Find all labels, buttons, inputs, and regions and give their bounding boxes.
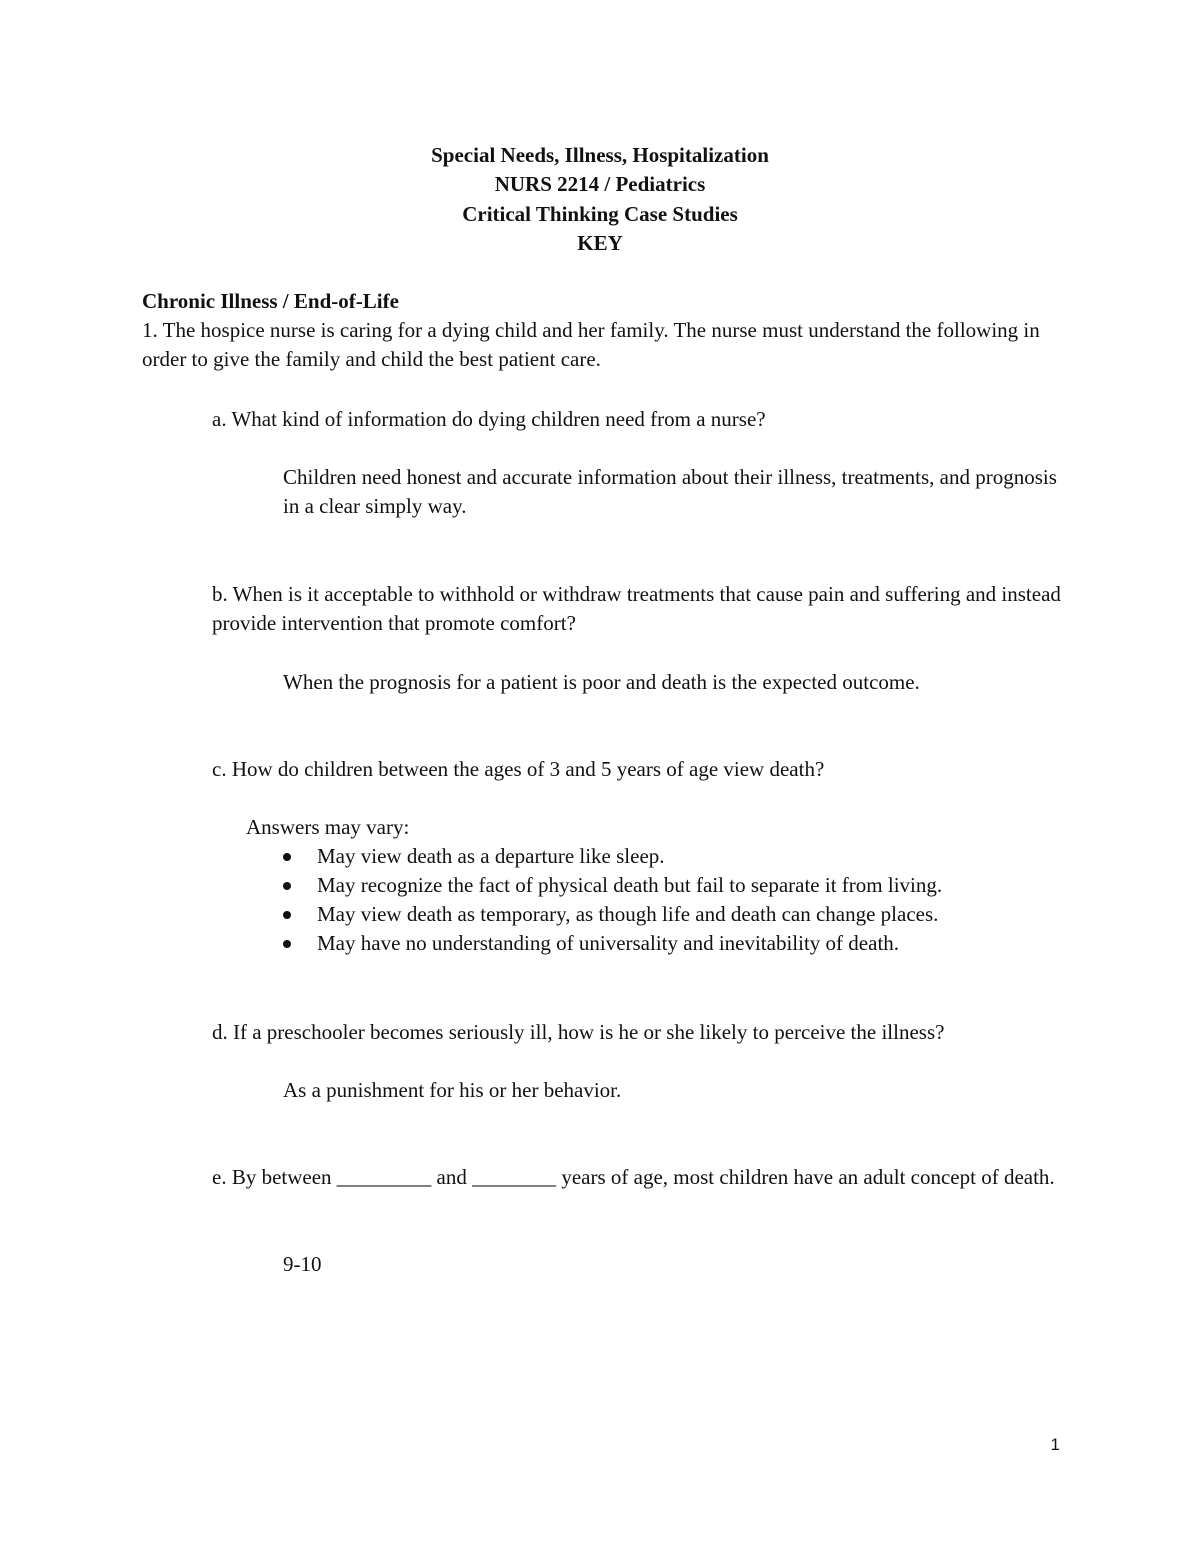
- bullet-item: [280, 871, 942, 900]
- answer-c-bullet-list: [280, 842, 942, 958]
- title-line-1: Special Needs, Illness, Hospitalization: [431, 143, 769, 167]
- question-b: b. When is it acceptable to withhold or withdraw treatments that cause pain and suffering and instead provide intervention that promote comfort?: [212, 582, 1061, 635]
- title-line-4: KEY: [577, 230, 623, 255]
- question-d: d. If a preschooler becomes seriously ill, how is he or she likely to perceive the illness?: [212, 1020, 945, 1044]
- bullet-icon: [283, 882, 291, 890]
- intro-paragraph: 1. The hospice nurse is caring for a dying child and her family. The nurse must understand the following in order to give the family and child the best patient care.: [142, 318, 1040, 371]
- answer-d: As a punishment for his or her behavior.: [283, 1078, 622, 1102]
- bullet-item: [280, 929, 942, 958]
- question-e: e. By between _________ and ________ years of age, most children have an adult concept of death.: [212, 1165, 1055, 1189]
- page-number: 1: [1050, 1435, 1060, 1454]
- bullet-icon: [283, 911, 291, 919]
- question-a: a. What kind of information do dying children need from a nurse?: [212, 407, 766, 431]
- answers-label: Answers may vary:: [246, 815, 410, 839]
- title-line-2: NURS 2214 / Pediatrics: [494, 172, 706, 197]
- question-c: c. How do children between the ages of 3 and 5 years of age view death?: [212, 757, 825, 781]
- bullet-text: May have no understanding of universality and inevitability of death.: [317, 931, 900, 955]
- answer-b: When the prognosis for a patient is poor and death is the expected outcome.: [283, 670, 920, 694]
- bullet-icon: [283, 853, 291, 861]
- bullet-item: [280, 900, 942, 929]
- title-line-3: Critical Thinking Case Studies: [462, 201, 738, 226]
- bullet-text: May view death as a departure like sleep.: [317, 844, 665, 868]
- document-title-block: [0, 141, 1200, 258]
- section-heading: Chronic Illness / End-of-Life: [142, 289, 399, 313]
- bullet-text: May view death as temporary, as though life and death can change places.: [317, 902, 939, 926]
- bullet-icon: [283, 940, 291, 948]
- answer-e: 9-10: [283, 1252, 322, 1276]
- bullet-item: [280, 842, 942, 871]
- bullet-text: May recognize the fact of physical death but fail to separate it from living.: [317, 873, 943, 897]
- answer-a: Children need honest and accurate information about their illness, treatments, and prognosis in a clear simply way.: [283, 465, 1057, 518]
